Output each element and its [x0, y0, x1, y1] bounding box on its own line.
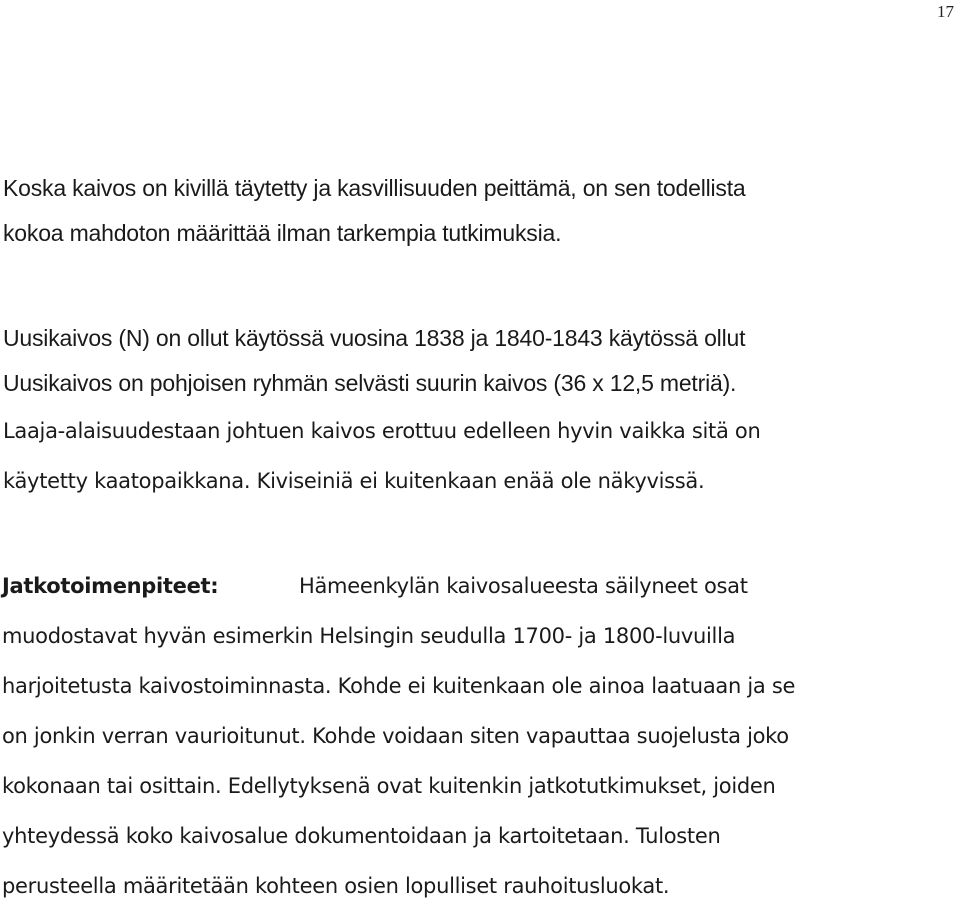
- paragraph-line: perusteella määritetään kohteen osien lopulliset rauhoitusluokat.: [2, 874, 670, 898]
- paragraph-mine-condition: [3, 166, 953, 256]
- paragraph-line: on jonkin verran vaurioitunut. Kohde voidaan siten vapauttaa suojelusta joko: [2, 724, 789, 748]
- paragraph-line: kokonaan tai osittain. Edellytyksenä ovat kuitenkin jatkotutkimukset, joiden: [2, 774, 776, 798]
- paragraph-further-actions: [2, 561, 957, 911]
- page-number: 17: [937, 2, 954, 21]
- paragraph-line: Uusikaivos (N) on ollut käytössä vuosina 1838 ja 1840-1843 käytössä ollut: [3, 325, 746, 351]
- paragraph-line: Laaja-alaisuudestaan johtuen kaivos erottuu edelleen hyvin vaikka sitä on: [3, 419, 761, 443]
- paragraph-line: harjoitetusta kaivostoiminnasta. Kohde ei kuitenkaan ole ainoa laatuaan ja se: [2, 674, 796, 698]
- further-actions-heading: Jatkotoimenpiteet:: [2, 574, 219, 598]
- paragraph-line: yhteydessä koko kaivosalue dokumentoidaan ja kartoitetaan. Tulosten: [2, 824, 721, 848]
- further-actions-first-line: [2, 561, 957, 611]
- paragraph-line: Koska kaivos on kivillä täytetty ja kasvillisuuden peittämä, on sen todellista: [3, 175, 746, 201]
- paragraph-line: muodostavat hyvän esimerkin Helsingin seudulla 1700- ja 1800-luvuilla: [2, 624, 736, 648]
- paragraph-line: käytetty kaatopaikkana. Kiviseiniä ei kuitenkaan enää ole näkyvissä.: [3, 469, 705, 493]
- paragraph-line: Hämeenkylän kaivosalueesta säilyneet osat: [299, 574, 748, 598]
- paragraph-line: Uusikaivos on pohjoisen ryhmän selvästi suurin kaivos (36 x 12,5 metriä).: [3, 370, 737, 396]
- paragraph-uusikaivos: [3, 316, 953, 506]
- paragraph-line: kokoa mahdoton määrittää ilman tarkempia tutkimuksia.: [3, 220, 562, 246]
